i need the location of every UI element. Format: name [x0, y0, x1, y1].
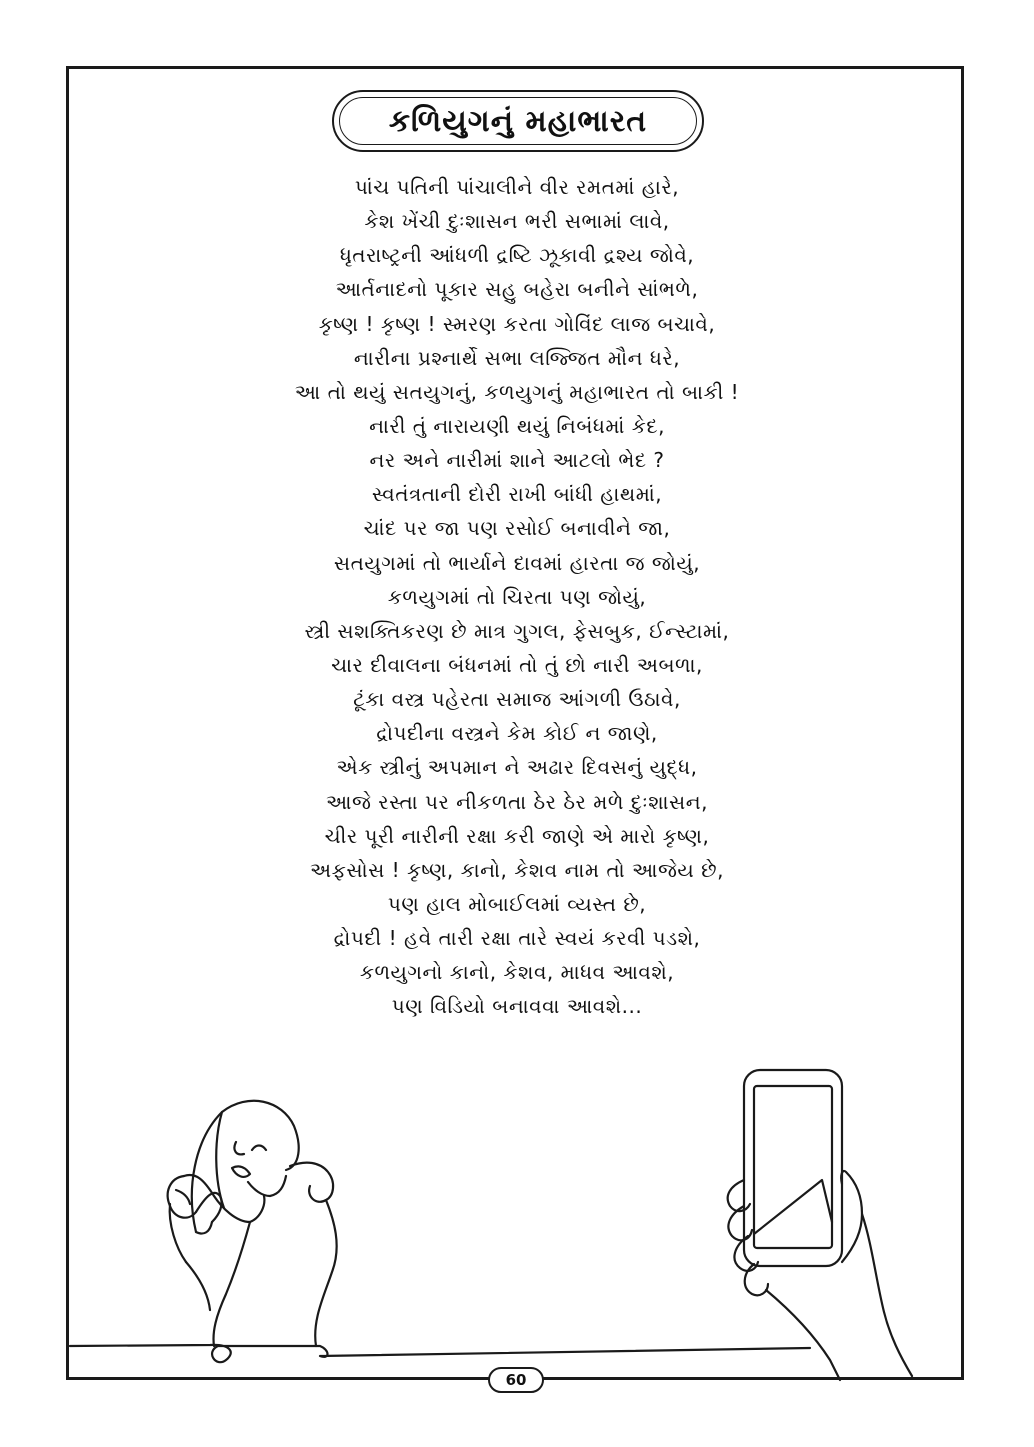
page-number: 60	[488, 1367, 544, 1393]
poem-line: સતયુગમાં તો ભાર્યાને દાવમાં હારતા જ જોયું,	[333, 550, 701, 575]
poem-line: પાંચ પતિની પાંચાલીને વીર રમતમાં હારે,	[354, 175, 680, 199]
poem-line: પણ વિડિયો બનાવવા આવશે...	[391, 994, 643, 1019]
poem-line: ચીર પૂરી નારીની રક્ષા કરી જાણે એ મારો કૃષ્ણ,	[324, 823, 710, 848]
poem-line: ચાર દીવાલના બંધનમાં તો તું છો નારી અબળા,	[331, 652, 703, 677]
poem-line: ટૂંકા વસ્ત્ર પહેરતા સમાજ આંગળી ઉઠાવે,	[353, 687, 681, 712]
poem-line: દ્રોપદીના વસ્ત્રને કેમ કોઈ ન જાણે,	[376, 721, 658, 746]
poem-line: સ્વતંત્રતાની દોરી રાખી બાંધી હાથમાં,	[371, 482, 663, 507]
poem-line: કળયુગમાં તો ચિરતા પણ જોયું,	[387, 584, 647, 609]
poem-line: કળયુગનો કાનો, કેશવ, માધવ આવશે,	[359, 960, 675, 985]
poem-line: ચાંદ પર જા પણ રસોઈ બનાવીને જા,	[363, 516, 671, 541]
poem-line: આજે રસ્તા પર નીકળતા ઠેર ઠેર મળે દુઃશાસન,	[326, 789, 708, 814]
poem-line: આ તો થયું સતયુગનું, કળયુગનું મહાભારત તો બાકી !	[294, 379, 740, 404]
poem-line: આર્તનાદનો પૂકાર સહુ બહેરા બનીને સાંભળે,	[335, 277, 699, 302]
poem-line: ધૃતરાષ્ટ્રની આંધળી દ્રષ્ટિ ઝૂકાવી દ્રશ્ય જોવે,	[339, 243, 695, 268]
poem-line: નારીના પ્રશ્નાર્થે સભા લજ્જિત મૌન ધરે,	[353, 345, 681, 370]
ground-line	[70, 1345, 810, 1362]
poem-line: કૃષ્ણ ! કૃષ્ણ ! સ્મરણ કરતા ગોવિંદ લાજ બચાવે,	[318, 311, 716, 336]
poem-line: એક સ્ત્રીનું અપમાન ને અઢાર દિવસનું યુદ્ધ,	[336, 755, 698, 780]
hand-with-phone-drawing	[728, 1070, 912, 1380]
page-title: કળિયુગનું મહાભારત	[388, 103, 648, 139]
poem-line: અફસોસ ! કૃષ્ણ, કાનો, કેશવ નામ તો આજેય છે,	[310, 857, 724, 882]
poem-line: સ્ત્રી સશક્તિકરણ છે માત્ર ગુગલ, ફેસબુક, ઈન્સ્ટામાં,	[304, 618, 730, 643]
distressed-woman-drawing	[168, 1101, 337, 1346]
poem-line: દ્રોપદી ! હવે તારી રક્ષા તારે સ્વયં કરવી પડશે,	[333, 926, 701, 951]
poem-line: નારી તું નારાયણી થયું નિબંધમાં કેદ,	[369, 413, 665, 438]
poem-line: પણ હાલ મોબાઈલમાં વ્યસ્ત છે,	[387, 891, 647, 916]
poem-line: કેશ ખેંચી દુઃશાસન ભરી સભામાં લાવે,	[364, 209, 670, 234]
poem-line: નર અને નારીમાં શાને આટલો ભેદ ?	[369, 448, 665, 473]
